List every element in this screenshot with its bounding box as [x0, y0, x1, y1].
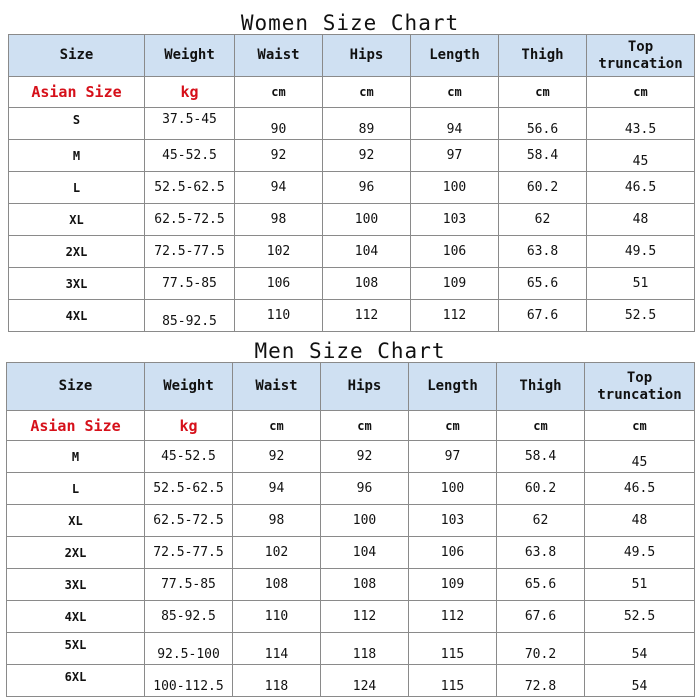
- weight-cell: 62.5-72.5: [145, 505, 233, 537]
- thigh-cell: [499, 108, 587, 140]
- top-cell: [585, 665, 695, 697]
- hips-cell: 104: [321, 537, 409, 569]
- women-header-row: [9, 35, 695, 77]
- header-hips: Hips: [321, 363, 409, 411]
- header-top-line1: Top: [627, 38, 654, 55]
- size-cell: 4XL: [9, 300, 145, 332]
- size-cell: [7, 633, 145, 665]
- header-weight: Weight: [145, 363, 233, 411]
- hips-cell: 92: [323, 140, 411, 172]
- unit-cm: cm: [321, 411, 409, 441]
- weight-value: 85-92.5: [162, 314, 217, 329]
- thigh-cell: [497, 633, 585, 665]
- top-value: 54: [631, 679, 648, 694]
- header-weight: Weight: [145, 35, 235, 77]
- top-cell: [587, 108, 695, 140]
- unit-cm: cm: [409, 411, 497, 441]
- weight-cell: 77.5-85: [145, 268, 235, 300]
- waist-cell: 108: [233, 569, 321, 601]
- weight-cell: 52.5-62.5: [145, 473, 233, 505]
- size-cell: 2XL: [9, 236, 145, 268]
- table-row: [9, 108, 695, 140]
- waist-cell: 98: [233, 505, 321, 537]
- men-chart-title: Men Size Chart: [254, 339, 446, 363]
- hips-cell: 96: [323, 172, 411, 204]
- top-cell: 48: [585, 505, 695, 537]
- table-row: [9, 204, 695, 236]
- weight-cell: [145, 300, 235, 332]
- thigh-cell: 63.8: [499, 236, 587, 268]
- waist-cell: 102: [235, 236, 323, 268]
- length-cell: [409, 665, 497, 697]
- size-cell: L: [7, 473, 145, 505]
- thigh-cell: 67.6: [499, 300, 587, 332]
- thigh-value: 72.8: [524, 679, 557, 694]
- weight-cell: 52.5-62.5: [145, 172, 235, 204]
- weight-cell: 62.5-72.5: [145, 204, 235, 236]
- waist-cell: 102: [233, 537, 321, 569]
- hips-cell: [323, 108, 411, 140]
- header-size: Size: [9, 35, 145, 77]
- men-header-row: [7, 363, 695, 411]
- table-row: [9, 172, 695, 204]
- size-cell: 3XL: [7, 569, 145, 601]
- length-value: 115: [440, 647, 465, 662]
- unit-cm: cm: [499, 77, 587, 108]
- size-value: S: [72, 112, 81, 127]
- table-row: [9, 300, 695, 332]
- table-row: [7, 665, 695, 697]
- length-cell: [411, 108, 499, 140]
- top-value: 43.5: [624, 122, 657, 137]
- length-cell: 106: [409, 537, 497, 569]
- hips-cell: 108: [321, 569, 409, 601]
- thigh-value: 70.2: [524, 647, 557, 662]
- hips-value: 118: [352, 647, 377, 662]
- unit-cm: cm: [585, 411, 695, 441]
- top-cell: 51: [585, 569, 695, 601]
- table-row: [7, 569, 695, 601]
- unit-cm: cm: [233, 411, 321, 441]
- weight-value: 100-112.5: [153, 679, 224, 694]
- thigh-cell: 65.6: [497, 569, 585, 601]
- table-row: [7, 441, 695, 473]
- top-cell: 51: [587, 268, 695, 300]
- top-cell: [585, 633, 695, 665]
- hips-cell: 100: [323, 204, 411, 236]
- hips-cell: [321, 665, 409, 697]
- waist-cell: 94: [235, 172, 323, 204]
- weight-cell: [145, 633, 233, 665]
- size-cell: 4XL: [7, 601, 145, 633]
- weight-cell: 72.5-77.5: [145, 537, 233, 569]
- weight-cell: 85-92.5: [145, 601, 233, 633]
- hips-cell: 112: [321, 601, 409, 633]
- weight-cell: 77.5-85: [145, 569, 233, 601]
- unit-cm: cm: [587, 77, 695, 108]
- women-size-table: [8, 34, 695, 332]
- length-cell: 106: [411, 236, 499, 268]
- size-cell: M: [9, 140, 145, 172]
- header-length: Length: [411, 35, 499, 77]
- unit-cm: cm: [235, 77, 323, 108]
- waist-cell: 94: [233, 473, 321, 505]
- header-top-truncation: [587, 35, 695, 77]
- length-cell: [409, 633, 497, 665]
- table-row: [9, 140, 695, 172]
- waist-cell: [233, 633, 321, 665]
- header-size: Size: [7, 363, 145, 411]
- weight-cell: 45-52.5: [145, 441, 233, 473]
- length-cell: 109: [409, 569, 497, 601]
- length-cell: 112: [409, 601, 497, 633]
- weight-cell: 45-52.5: [145, 140, 235, 172]
- thigh-cell: 58.4: [497, 441, 585, 473]
- header-length: Length: [409, 363, 497, 411]
- weight-cell: [145, 108, 235, 140]
- top-cell: 48: [587, 204, 695, 236]
- header-thigh: Thigh: [499, 35, 587, 77]
- size-cell: L: [9, 172, 145, 204]
- size-cell: M: [7, 441, 145, 473]
- header-top-truncation: [585, 363, 695, 411]
- thigh-cell: 62: [497, 505, 585, 537]
- thigh-cell: 65.6: [499, 268, 587, 300]
- length-cell: 103: [409, 505, 497, 537]
- header-waist: Waist: [235, 35, 323, 77]
- size-cell: 2XL: [7, 537, 145, 569]
- table-row: [7, 601, 695, 633]
- header-top-line2: truncation: [597, 386, 682, 403]
- hips-value: 89: [358, 122, 375, 137]
- unit-cm: cm: [411, 77, 499, 108]
- waist-cell: 110: [233, 601, 321, 633]
- length-cell: 112: [411, 300, 499, 332]
- men-size-table: [6, 362, 695, 697]
- unit-cm: cm: [323, 77, 411, 108]
- waist-cell: 110: [235, 300, 323, 332]
- hips-cell: 108: [323, 268, 411, 300]
- length-cell: 100: [411, 172, 499, 204]
- thigh-value: 56.6: [526, 122, 559, 137]
- waist-cell: 92: [235, 140, 323, 172]
- top-cell: [587, 140, 695, 172]
- hips-value: 124: [352, 679, 377, 694]
- hips-cell: [321, 633, 409, 665]
- thigh-cell: 63.8: [497, 537, 585, 569]
- weight-value: 37.5-45: [162, 112, 217, 127]
- hips-cell: 112: [323, 300, 411, 332]
- length-cell: 97: [411, 140, 499, 172]
- header-top-line1: Top: [626, 369, 653, 386]
- top-cell: 46.5: [587, 172, 695, 204]
- thigh-cell: 62: [499, 204, 587, 236]
- length-value: 115: [440, 679, 465, 694]
- top-cell: 49.5: [587, 236, 695, 268]
- thigh-cell: [497, 665, 585, 697]
- men-units-row: [7, 411, 695, 441]
- weight-cell: [145, 665, 233, 697]
- unit-asian-size: Asian Size: [9, 77, 145, 108]
- table-row: [9, 268, 695, 300]
- length-cell: 109: [411, 268, 499, 300]
- header-hips: Hips: [323, 35, 411, 77]
- thigh-cell: 60.2: [497, 473, 585, 505]
- weight-cell: 72.5-77.5: [145, 236, 235, 268]
- women-units-row: [9, 77, 695, 108]
- header-thigh: Thigh: [497, 363, 585, 411]
- top-cell: [585, 441, 695, 473]
- unit-cm: cm: [497, 411, 585, 441]
- header-waist: Waist: [233, 363, 321, 411]
- thigh-cell: 67.6: [497, 601, 585, 633]
- size-value: 5XL: [64, 637, 87, 652]
- waist-cell: 98: [235, 204, 323, 236]
- table-row: [9, 236, 695, 268]
- header-top-line2: truncation: [598, 55, 683, 72]
- hips-cell: 96: [321, 473, 409, 505]
- length-cell: 100: [409, 473, 497, 505]
- size-cell: XL: [9, 204, 145, 236]
- length-value: 94: [446, 122, 463, 137]
- size-value: 6XL: [64, 669, 87, 684]
- table-row: [7, 505, 695, 537]
- size-cell: 3XL: [9, 268, 145, 300]
- table-row: [7, 633, 695, 665]
- top-value: 54: [631, 647, 648, 662]
- thigh-cell: 58.4: [499, 140, 587, 172]
- waist-value: 118: [264, 679, 289, 694]
- top-cell: 46.5: [585, 473, 695, 505]
- waist-cell: [233, 665, 321, 697]
- unit-asian-size: Asian Size: [7, 411, 145, 441]
- women-chart-title: Women Size Chart: [240, 11, 460, 35]
- top-cell: 49.5: [585, 537, 695, 569]
- table-row: [7, 537, 695, 569]
- top-cell: 52.5: [585, 601, 695, 633]
- waist-value: 90: [270, 122, 287, 137]
- unit-kg: kg: [145, 77, 235, 108]
- waist-cell: 106: [235, 268, 323, 300]
- thigh-cell: 60.2: [499, 172, 587, 204]
- size-cell: XL: [7, 505, 145, 537]
- length-cell: 103: [411, 204, 499, 236]
- waist-cell: [235, 108, 323, 140]
- top-value: 45: [632, 154, 649, 169]
- hips-cell: 104: [323, 236, 411, 268]
- size-cell: [7, 665, 145, 697]
- unit-kg: kg: [145, 411, 233, 441]
- size-cell: [9, 108, 145, 140]
- weight-value: 92.5-100: [157, 647, 220, 662]
- top-cell: 52.5: [587, 300, 695, 332]
- top-value: 45: [631, 455, 648, 470]
- hips-cell: 100: [321, 505, 409, 537]
- waist-value: 114: [264, 647, 289, 662]
- table-row: [7, 473, 695, 505]
- hips-cell: 92: [321, 441, 409, 473]
- waist-cell: 92: [233, 441, 321, 473]
- length-cell: 97: [409, 441, 497, 473]
